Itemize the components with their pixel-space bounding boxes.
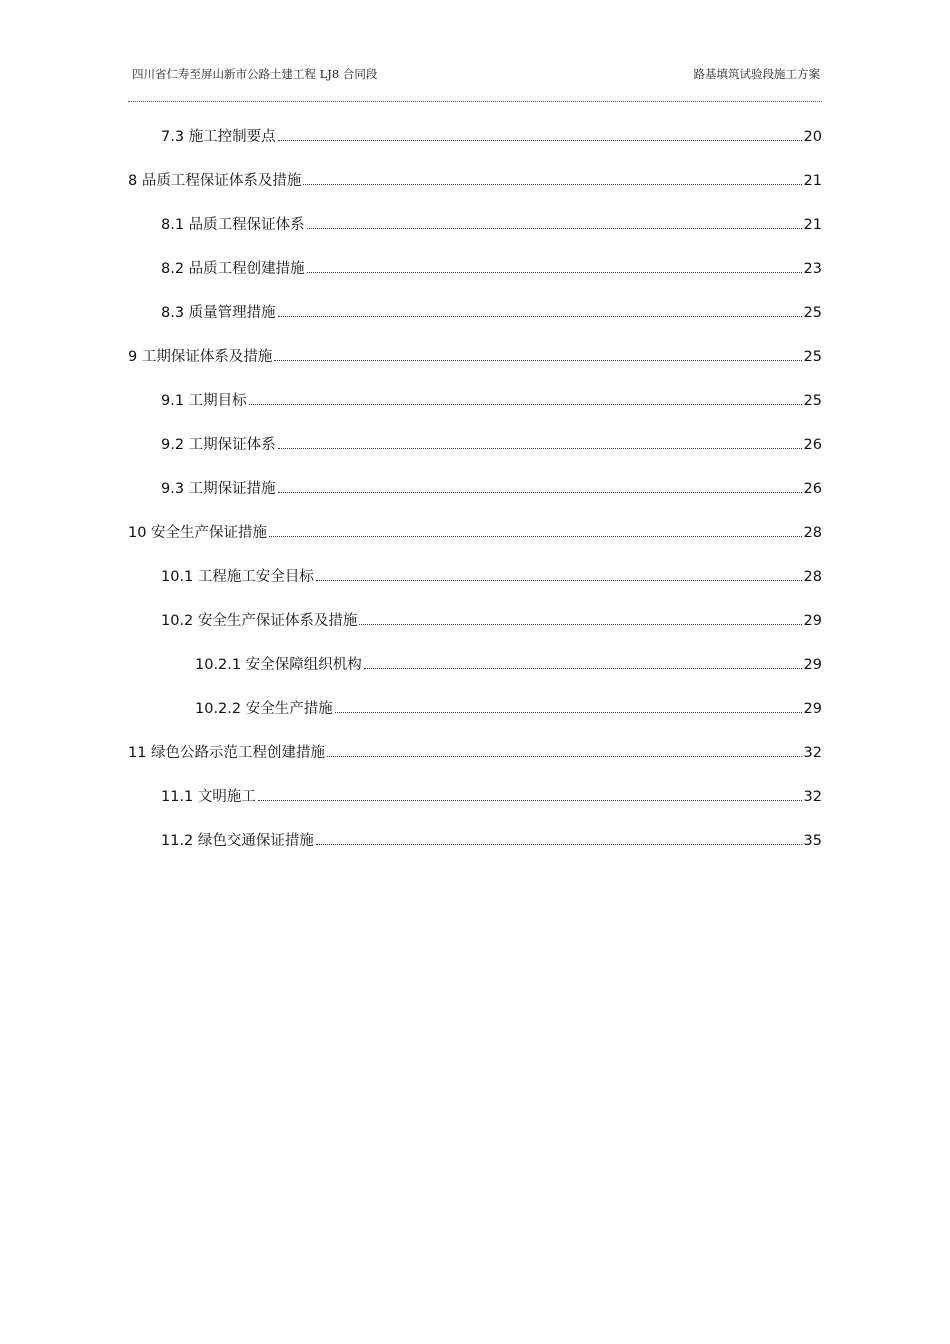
toc-dot-leader [303,183,801,185]
toc-dot-leader [316,579,802,581]
toc-entry-title: 9.1 工期目标 [161,393,247,409]
toc-entry[interactable] [128,566,822,610]
toc-entry-page-number: 29 [803,657,822,673]
toc-entry-title: 7.3 施工控制要点 [161,129,276,145]
toc-entry[interactable] [128,478,822,522]
toc-dot-leader [278,139,802,141]
toc-dot-leader [307,227,802,229]
toc-entry-page-number: 21 [803,217,822,233]
toc-entry-page-number: 20 [803,129,822,145]
page-header [128,66,822,86]
header-project-name: 四川省仁寿至屏山新市公路土建工程 LJ8 合同段 [132,67,378,81]
toc-entry-page-number: 25 [803,305,822,321]
toc-dot-leader [335,711,802,713]
toc-entry-page-number: 25 [803,393,822,409]
toc-dot-leader [278,491,802,493]
toc-entry-title: 8.3 质量管理措施 [161,305,276,321]
toc-entry[interactable] [128,214,822,258]
toc-entry[interactable] [128,390,822,434]
toc-dot-leader [316,843,802,845]
toc-entry-page-number: 35 [803,833,822,849]
toc-entry-page-number: 21 [803,173,822,189]
toc-entry-page-number: 28 [803,525,822,541]
toc-entry-title: 10.1 工程施工安全目标 [161,569,314,585]
table-of-contents [128,126,822,874]
toc-entry[interactable] [128,302,822,346]
toc-entry-title: 9.2 工期保证体系 [161,437,276,453]
toc-dot-leader [269,535,801,537]
toc-dot-leader [258,799,802,801]
toc-entry-title: 8.1 品质工程保证体系 [161,217,305,233]
toc-entry-page-number: 32 [803,745,822,761]
toc-entry[interactable] [128,170,822,214]
toc-entry[interactable] [128,346,822,390]
toc-dot-leader [364,667,802,669]
toc-dot-leader [249,403,802,405]
toc-dot-leader [359,623,801,625]
toc-dot-leader [327,755,801,757]
toc-entry-page-number: 29 [803,613,822,629]
toc-dot-leader [307,271,802,273]
toc-entry-page-number: 25 [803,349,822,365]
header-divider [128,101,822,102]
toc-entry-title: 8 品质工程保证体系及措施 [128,173,302,189]
toc-entry[interactable] [128,830,822,874]
toc-entry[interactable] [128,258,822,302]
toc-entry[interactable] [128,434,822,478]
toc-entry-title: 11.1 文明施工 [161,789,256,805]
toc-entry-page-number: 23 [803,261,822,277]
toc-entry-title: 8.2 品质工程创建措施 [161,261,305,277]
toc-entry-page-number: 28 [803,569,822,585]
toc-entry-title: 10.2.2 安全生产措施 [195,701,333,717]
header-document-title: 路基填筑试验段施工方案 [693,67,820,81]
toc-entry[interactable] [128,610,822,654]
toc-entry[interactable] [128,654,822,698]
toc-entry-page-number: 26 [803,481,822,497]
toc-dot-leader [278,315,802,317]
toc-entry-page-number: 32 [803,789,822,805]
toc-entry[interactable] [128,522,822,566]
toc-entry[interactable] [128,742,822,786]
toc-entry[interactable] [128,786,822,830]
toc-entry-title: 11.2 绿色交通保证措施 [161,833,314,849]
toc-entry-page-number: 29 [803,701,822,717]
toc-entry[interactable] [128,698,822,742]
toc-entry-title: 11 绿色公路示范工程创建措施 [128,745,326,761]
toc-entry-title: 10.2.1 安全保障组织机构 [195,657,362,673]
toc-dot-leader [278,447,802,449]
toc-entry-title: 10 安全生产保证措施 [128,525,268,541]
toc-entry[interactable] [128,126,822,170]
toc-entry-title: 9.3 工期保证措施 [161,481,276,497]
toc-entry-title: 9 工期保证体系及措施 [128,349,273,365]
toc-entry-title: 10.2 安全生产保证体系及措施 [161,613,358,629]
toc-dot-leader [274,359,801,361]
toc-entry-page-number: 26 [803,437,822,453]
